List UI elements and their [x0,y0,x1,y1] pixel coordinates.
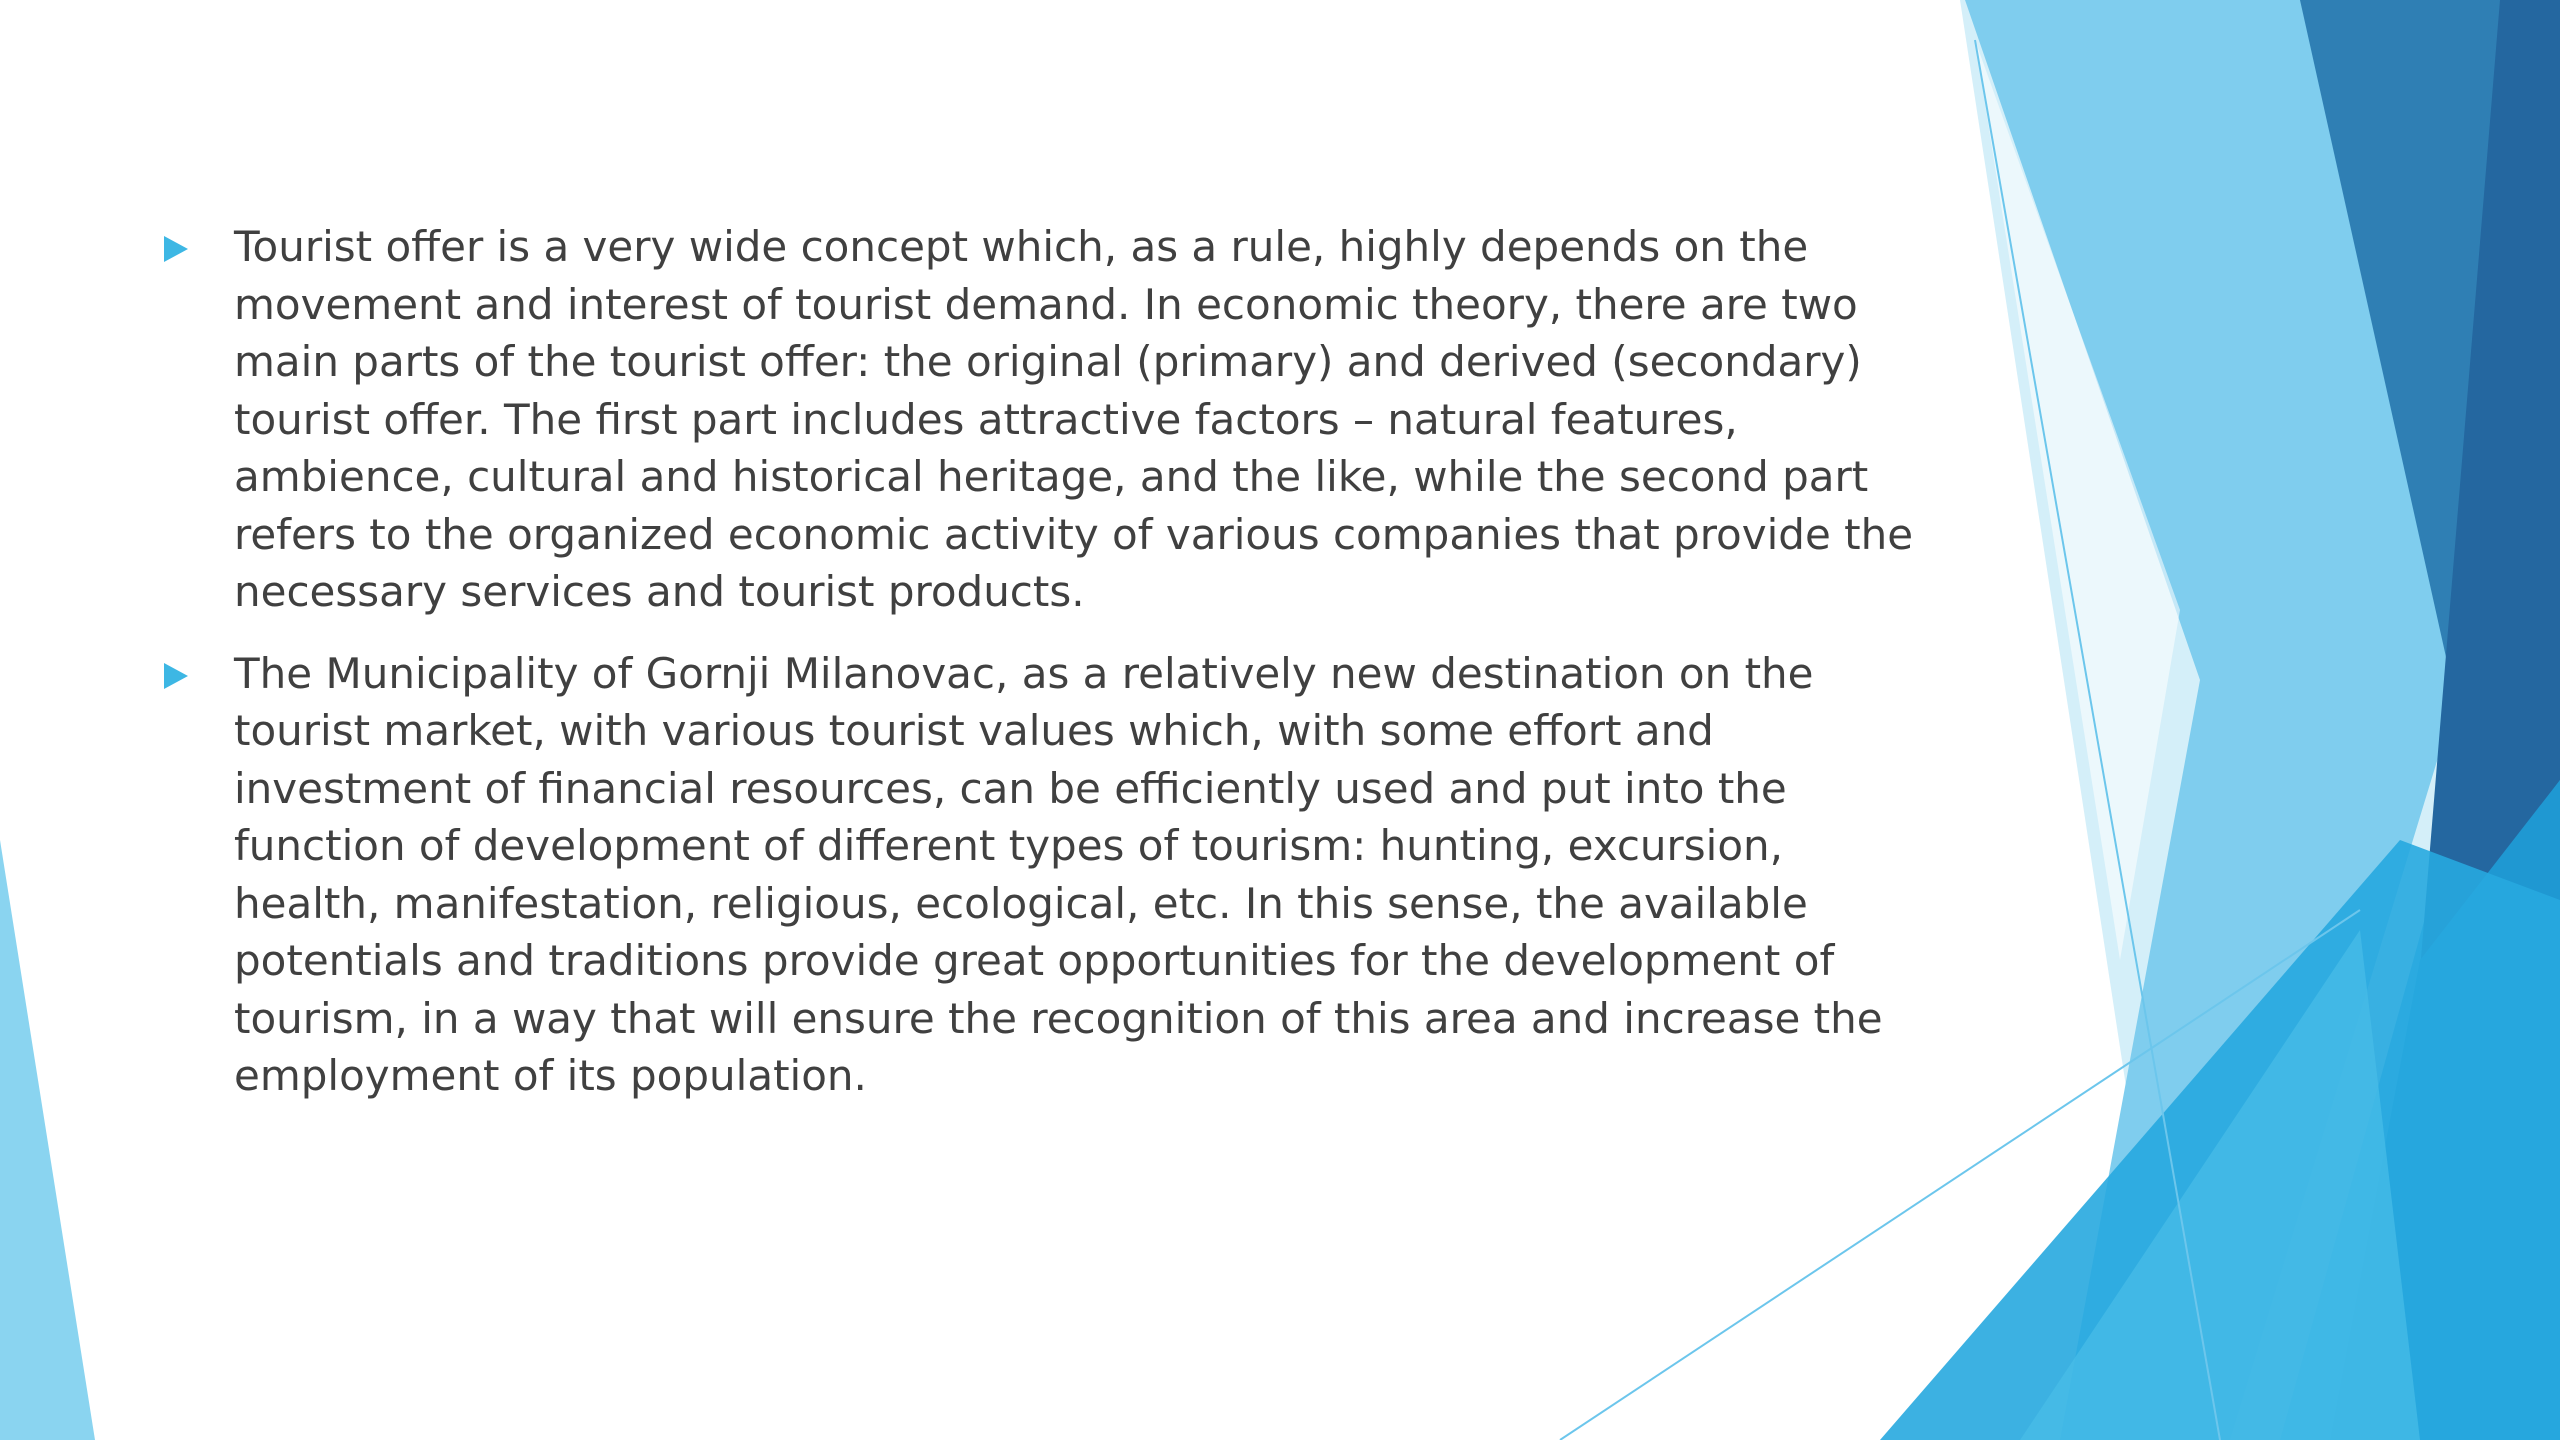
bullet-list [160,218,1940,1105]
slide-content [160,218,1940,1129]
triangle-right-icon [164,236,188,262]
triangle-right-icon [164,663,188,689]
bullet-item [160,218,1940,621]
left-edge-shape [0,840,95,1440]
bullet-text: The Municipality of Gornji Milanovac, as a relatively new destination on the tourist market, with various tourist values which, with some effort and investment of financial resources, can be efficiently used and put into the function of development of different types of tourism: hunting, excursion, health, manifestation, religious, ecological, etc. In this sense, the available potentials and traditions provide great opportunities for the development of tourism, in a way that will ensure the recognition of this area and increase the employment of its population. [234,648,1883,1100]
bullet-item [160,645,1940,1105]
bullet-text: Tourist offer is a very wide concept which, as a rule, highly depends on the movement and interest of tourist demand. In economic theory, there are two main parts of the tourist offer: the original (primary) and derived (secondary) tourist offer. The first part includes attractive factors – natural features, ambience, cultural and historical heritage, and the like, while the second part refers to the organized economic activity of various companies that provide the necessary services and tourist products. [234,222,1914,616]
